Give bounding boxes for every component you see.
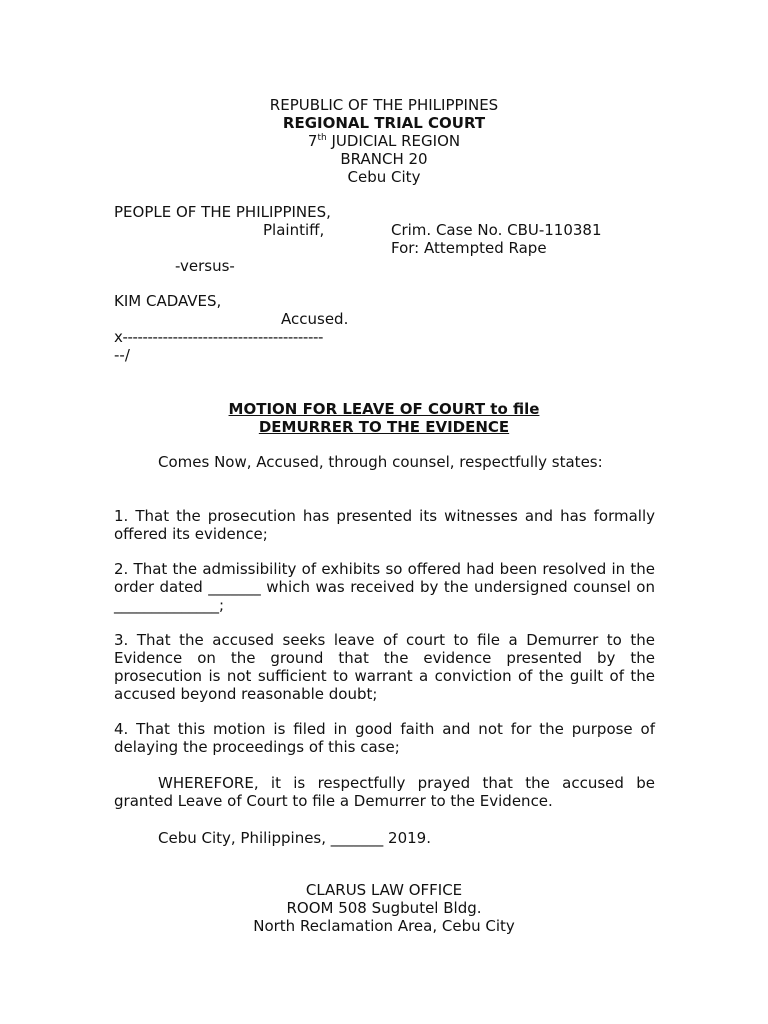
header-republic: REPUBLIC OF THE PHILIPPINES (269, 96, 499, 114)
header-region-text: JUDICIAL REGION (326, 132, 461, 150)
motion-title-line2: DEMURRER TO THE EVIDENCE (258, 418, 510, 436)
intro-paragraph: Comes Now, Accused, through counsel, respectfully states: (158, 453, 603, 471)
header-region-number: 7 (307, 132, 318, 150)
law-office-name: CLARUS LAW OFFICE (305, 881, 463, 899)
case-number: Crim. Case No. CBU-110381 (391, 221, 602, 239)
accused-name: KIM CADAVES, (114, 292, 222, 310)
law-office-room: ROOM 508 Sugbutel Bldg. (286, 899, 482, 917)
caption-divider: x---------------------------------------- (114, 328, 323, 346)
plaintiff-role: Plaintiff, (263, 221, 325, 239)
law-office-area: North Reclamation Area, Cebu City (253, 917, 515, 935)
motion-title-line1: MOTION FOR LEAVE OF COURT to file (228, 400, 540, 418)
header-court: REGIONAL TRIAL COURT (282, 114, 486, 132)
accused-role: Accused. (281, 310, 349, 328)
header-region (114, 132, 654, 150)
header-city: Cebu City (347, 168, 421, 186)
wherefore-paragraph: WHEREFORE, it is respectfully prayed that the accused be granted Leave of Court to file a Demurrer to the Evidence. (114, 774, 655, 810)
plaintiff-name: PEOPLE OF THE PHILIPPINES, (114, 203, 331, 221)
header-region-suffix: th (317, 133, 327, 143)
paragraph-4: 4. That this motion is filed in good faith and not for the purpose of delaying the proceedings of this case; (114, 720, 655, 756)
versus-label: -versus- (175, 257, 235, 275)
caption-divider-end: --/ (114, 346, 130, 364)
paragraph-3: 3. That the accused seeks leave of court to file a Demurrer to the Evidence on the ground that the evidence presented by the prosecution is not sufficient to warrant a conviction of the guilt of the accused beyond reasonable doubt; (114, 631, 655, 703)
date-line: Cebu City, Philippines, _______ 2019. (158, 829, 431, 847)
header-branch: BRANCH 20 (340, 150, 428, 168)
paragraph-2: 2. That the admissibility of exhibits so offered had been resolved in the order dated _______ which was received by the undersigned counsel on ______________; (114, 560, 655, 614)
case-offense: For: Attempted Rape (391, 239, 547, 257)
paragraph-1: 1. That the prosecution has presented its witnesses and has formally offered its evidence; (114, 507, 655, 543)
